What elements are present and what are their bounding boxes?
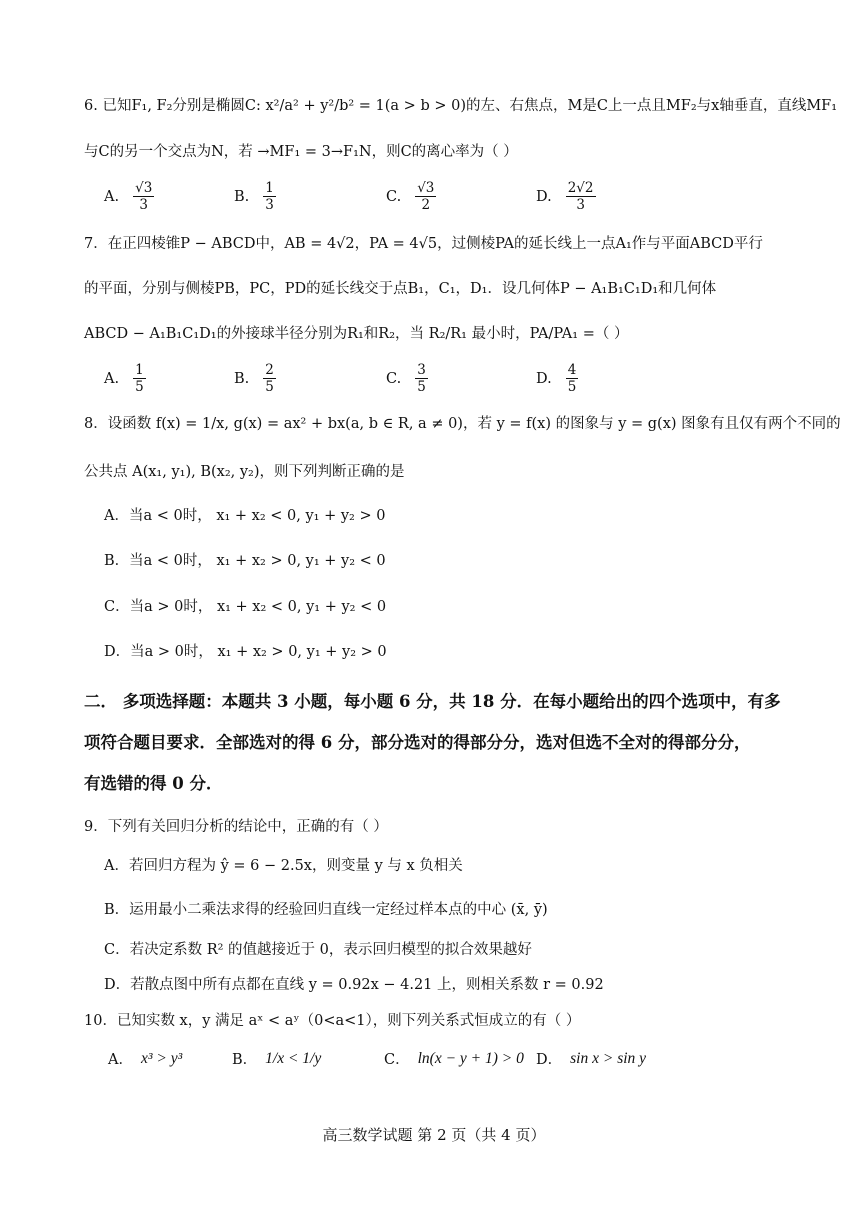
option-text: sin x > sin y — [570, 1049, 647, 1067]
option-label: A. — [104, 188, 120, 205]
page-footer: 高三数学试题 第 2 页（共 4 页） — [322, 1126, 546, 1144]
section2-line1: 二． 多项选择题：本题共 3 小题，每小题 6 分，共 18 分．在每小题给出的四个选项中，有多 — [84, 692, 781, 711]
q8-option-b[interactable]: B．当a < 0时， x₁ + x₂ > 0, y₁ + y₂ < 0 — [104, 553, 386, 569]
fraction: $\frac{3}{5}$ — [417, 362, 426, 395]
option-label: A． — [108, 1052, 133, 1068]
q7-line3: ABCD − A₁B₁C₁D₁的外接球半径分别为R₁和R₂，当 R₂/R₁ 最小时，PA/PA₁ =（ ） — [84, 326, 629, 342]
fraction: $\frac{√3}{3}$ — [135, 180, 153, 213]
option-label: B． — [232, 1052, 258, 1068]
fraction: $\frac{√3}{2}$ — [417, 180, 435, 213]
option-label: C. — [386, 370, 402, 387]
q6-option-d[interactable] — [536, 180, 596, 213]
option-text: ln(x − y + 1) > 0 — [417, 1049, 524, 1067]
q6-line1: 6. 已知F₁, F₂分别是椭圆C: x²/a² + y²/b² = 1(a > b > 0)的左、右焦点，M是C上一点且MF₂与x轴垂直，直线MF₁ — [84, 98, 838, 114]
q6-line2: 与C的另一个交点为N，若 →MF₁ = 3→F₁N，则C的离心率为（ ） — [84, 144, 518, 160]
option-label: B. — [234, 370, 250, 387]
q7-line2: 的平面，分别与侧棱PB，PC，PD的延长线交于点B₁，C₁，D₁．设几何体P − A₁B₁C₁D₁和几何体 — [84, 281, 717, 297]
fraction: $\frac{2}{5}$ — [265, 362, 274, 395]
fraction: $\frac{1}{3}$ — [265, 180, 274, 213]
q9-stem: 9．下列有关回归分析的结论中，正确的有（ ） — [84, 819, 388, 835]
option-label: C. — [386, 188, 402, 205]
section2-line3: 有选错的得 0 分． — [84, 774, 223, 793]
q6-option-a[interactable] — [104, 180, 154, 213]
q10-option-d[interactable] — [536, 1048, 646, 1069]
q8-line1: 8．设函数 f(x) = 1/x, g(x) = ax² + bx(a, b ∈ R, a ≠ 0)，若 y = f(x) 的图象与 y = g(x) 图象有且仅有两个不同的 — [84, 416, 841, 432]
q6-option-c[interactable] — [386, 180, 436, 213]
q8-option-d[interactable]: D．当a > 0时， x₁ + x₂ > 0, y₁ + y₂ > 0 — [104, 644, 387, 660]
q7-option-c[interactable] — [386, 362, 428, 395]
q8-line2: 公共点 A(x₁, y₁), B(x₂, y₂)，则下列判断正确的是 — [84, 464, 405, 480]
q10-option-c[interactable] — [384, 1048, 524, 1069]
option-text: 1/x < 1/y — [265, 1049, 322, 1067]
q10-stem: 10．已知实数 x，y 满足 aˣ < aʸ（0<a<1），则下列关系式恒成立的有（ ） — [84, 1013, 581, 1029]
q7-line1: 7．在正四棱锥P − ABCD中，AB = 4√2，PA = 4√5，过侧棱PA的延长线上一点A₁作与平面ABCD平行 — [84, 236, 763, 252]
q9-option-d[interactable]: D．若散点图中所有点都在直线 y = 0.92x − 4.21 上，则相关系数 r = 0.92 — [104, 977, 604, 993]
section2-line2: 项符合题目要求．全部选对的得 6 分，部分选对的得部分分，选对但选不全对的得部分分， — [84, 733, 751, 752]
option-label: A. — [104, 370, 120, 387]
fraction: $\frac{1}{5}$ — [135, 362, 144, 395]
option-label: D. — [536, 370, 552, 387]
q7-option-a[interactable] — [104, 362, 146, 395]
q6-option-b[interactable] — [234, 180, 276, 213]
q8-option-a[interactable]: A．当a < 0时， x₁ + x₂ < 0, y₁ + y₂ > 0 — [104, 508, 386, 524]
q7-option-d[interactable] — [536, 362, 578, 395]
option-label: C． — [384, 1052, 410, 1068]
q10-option-b[interactable] — [232, 1048, 321, 1069]
option-label: D. — [536, 188, 552, 205]
option-label: B. — [234, 188, 250, 205]
option-label: D． — [536, 1052, 563, 1068]
q9-option-c[interactable]: C．若决定系数 R² 的值越接近于 0，表示回归模型的拟合效果越好 — [104, 942, 532, 958]
option-text: x³ > y³ — [140, 1049, 183, 1067]
q9-option-a[interactable]: A．若回归方程为 ŷ = 6 − 2.5x，则变量 y 与 x 负相关 — [104, 858, 463, 874]
q8-option-c[interactable]: C．当a > 0时， x₁ + x₂ < 0, y₁ + y₂ < 0 — [104, 599, 387, 615]
fraction: $\frac{2√2}{3}$ — [567, 180, 594, 213]
q9-option-b[interactable]: B．运用最小二乘法求得的经验回归直线一定经过样本点的中心 (x̄, ȳ) — [104, 902, 548, 918]
q7-option-b[interactable] — [234, 362, 276, 395]
fraction: $\frac{4}{5}$ — [567, 362, 577, 395]
q10-option-a[interactable] — [108, 1048, 182, 1069]
